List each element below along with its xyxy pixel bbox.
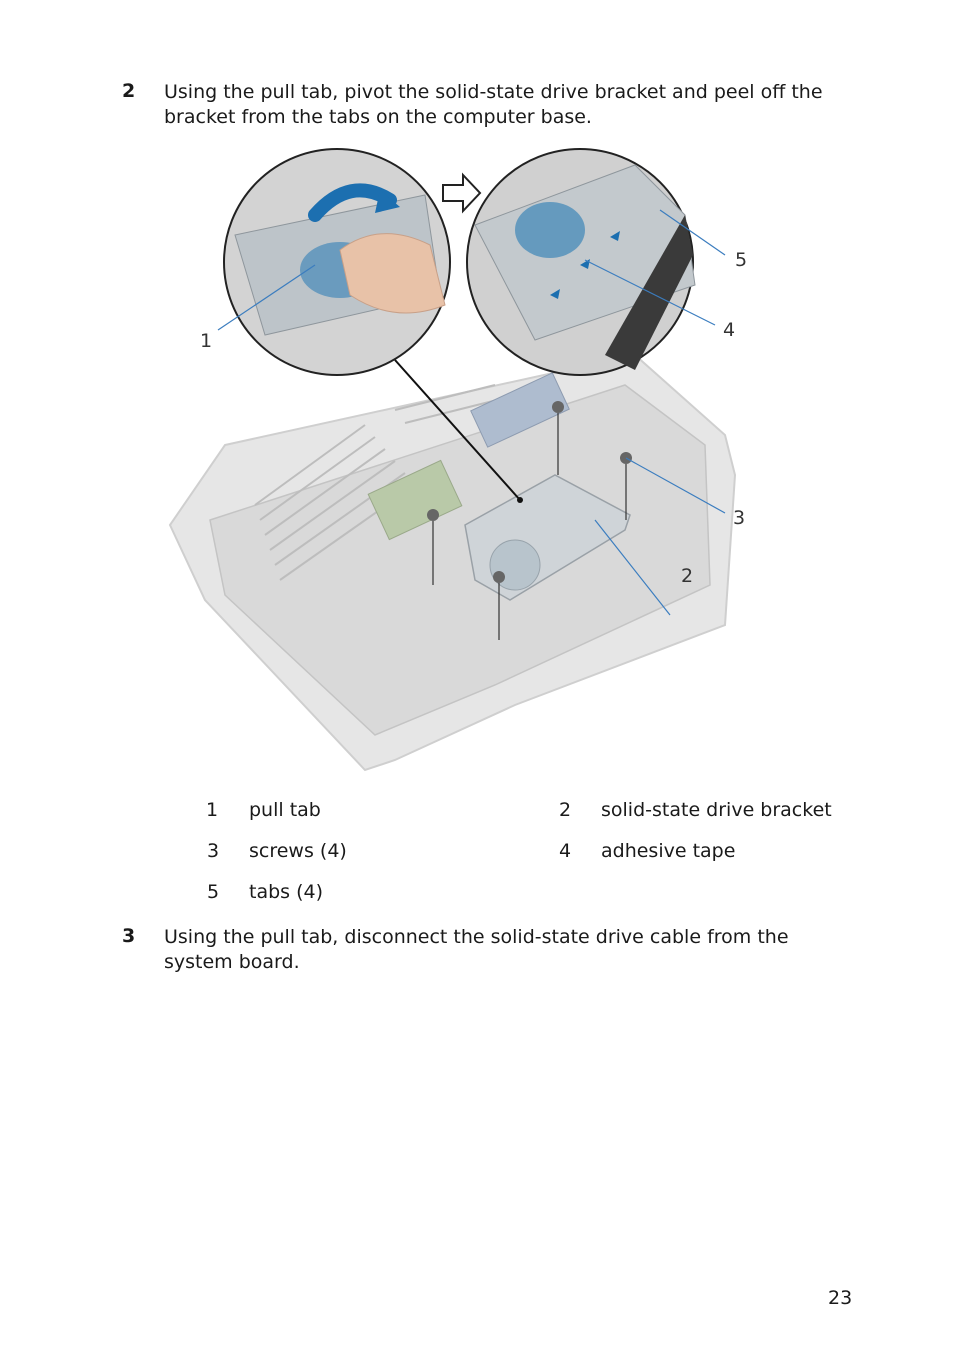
step-number: 3 bbox=[122, 925, 136, 947]
arrow-right-icon bbox=[443, 175, 480, 211]
step-text: Using the pull tab, disconnect the solid-state drive cable from the system board. bbox=[164, 926, 789, 973]
legend-number: 1 bbox=[205, 799, 219, 821]
screw-icon bbox=[427, 509, 439, 521]
legend-label: screws (4) bbox=[249, 840, 347, 862]
laptop-base-diagram bbox=[165, 145, 750, 780]
legend-number: 2 bbox=[558, 799, 572, 821]
legend-number: 3 bbox=[206, 840, 220, 862]
step-text: Using the pull tab, pivot the solid-state drive bracket and peel off the bracket from the tabs on the computer base. bbox=[164, 81, 823, 128]
laptop-illustration bbox=[165, 145, 750, 780]
legend-number: 5 bbox=[206, 881, 220, 903]
zoom-anchor bbox=[517, 497, 523, 503]
callout-2: 2 bbox=[681, 565, 694, 587]
zoom-circle-left bbox=[224, 149, 450, 375]
legend-number: 4 bbox=[558, 840, 572, 862]
legend-label: tabs (4) bbox=[249, 881, 324, 903]
page-number: 23 bbox=[828, 1287, 853, 1309]
legend-label: solid-state drive bracket bbox=[601, 799, 832, 821]
step-number: 2 bbox=[122, 80, 136, 102]
callout-5: 5 bbox=[735, 249, 748, 271]
zoom-circle-right bbox=[467, 149, 695, 375]
callout-3: 3 bbox=[733, 507, 746, 529]
callout-4: 4 bbox=[723, 319, 736, 341]
screw-icon bbox=[552, 401, 564, 413]
callout-1: 1 bbox=[200, 330, 213, 352]
screw-icon bbox=[493, 571, 505, 583]
legend-label: adhesive tape bbox=[601, 840, 736, 862]
legend-label: pull tab bbox=[249, 799, 321, 821]
